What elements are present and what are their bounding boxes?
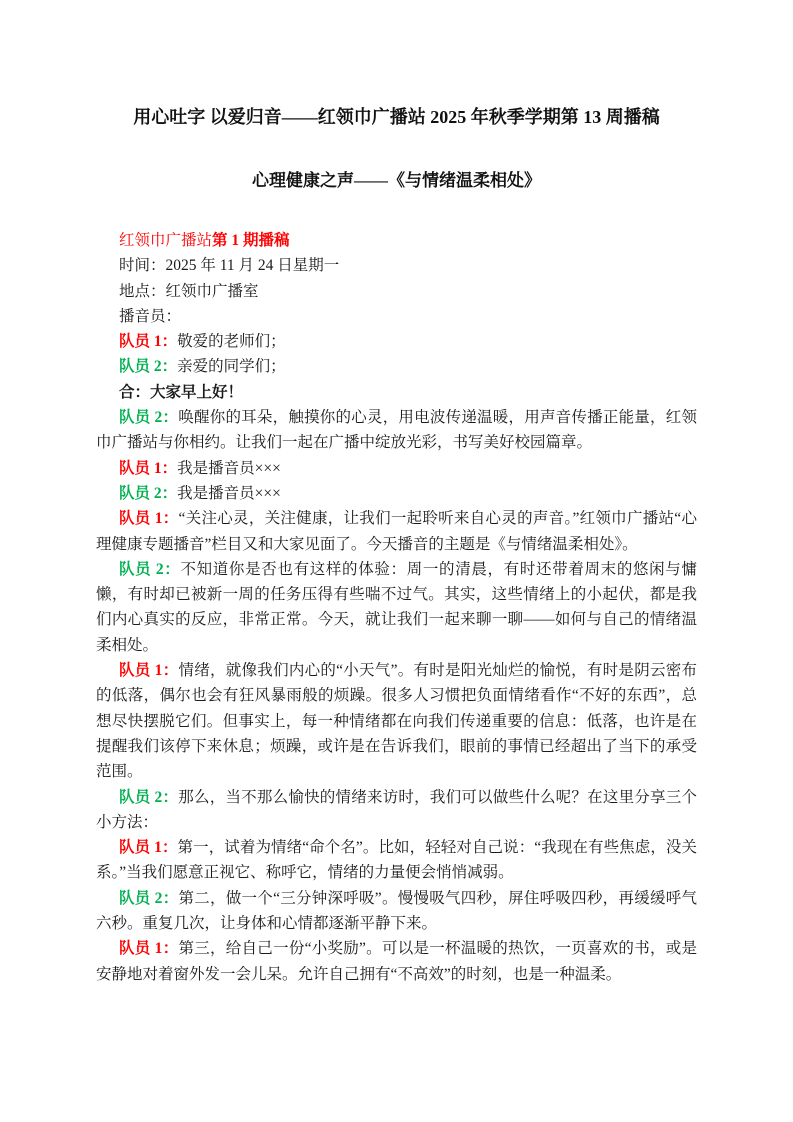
dialogue-line xyxy=(96,456,697,481)
speaker-label: 队员 1： xyxy=(119,510,179,528)
dialogue-line xyxy=(96,785,697,836)
speaker-label: 队员 2： xyxy=(119,889,179,907)
dialogue-line xyxy=(96,506,697,557)
dialogue-section xyxy=(96,329,697,987)
page-subtitle: 心理健康之声——《与情绪温柔相处》 xyxy=(252,171,541,190)
dialogue-line xyxy=(96,405,697,456)
speaker-label: 队员 2： xyxy=(119,358,178,376)
dialogue-text: 第一，试着为情绪“命个名”。比如，轻轻对自己说：“我现在有些焦虑，没关系。”当我们愿意正视它、称呼它，情绪的力量便会悄悄减弱。 xyxy=(96,839,697,882)
issue-header-line xyxy=(96,228,697,253)
speaker-label: 队员 1： xyxy=(119,662,179,680)
dialogue-line xyxy=(96,481,697,506)
dialogue-text: 第三，给自己一份“小奖励”。可以是一杯温暖的热饮，一页喜欢的书，或是安静地对着窗外发一会儿呆。允许自己拥有“不高效”的时刻，也是一种温柔。 xyxy=(96,940,697,983)
speaker-label: 队员 1： xyxy=(119,940,179,958)
speaker-label: 队员 2： xyxy=(119,484,178,502)
page-title: 用心吐字 以爱归音——红领巾广播站 2025 年秋季学期第 13 周播稿 xyxy=(133,107,660,127)
dialogue-line xyxy=(96,354,697,379)
dialogue-line xyxy=(96,658,697,784)
dialogue-text: 大家早上好！ xyxy=(150,383,244,401)
dialogue-text: 唤醒你的耳朵，触摸你的心灵，用电波传递温暖，用声音传播正能量，红领巾广播站与你相约。让我们一起在广播中绽放光彩，书写美好校园篇章。 xyxy=(96,409,697,452)
speaker-label: 队员 1： xyxy=(119,333,178,351)
dialogue-line xyxy=(96,835,697,886)
speaker-label: 合： xyxy=(119,383,151,401)
meta-line: 时间：2025 年 11 月 24 日星期一 xyxy=(119,257,340,275)
speaker-label: 队员 1： xyxy=(119,459,178,477)
dialogue-line xyxy=(96,557,697,658)
dialogue-line xyxy=(96,936,697,987)
station-name: 红领巾广播站 xyxy=(119,232,213,249)
issue-label: 第 1 期播稿 xyxy=(212,232,290,249)
dialogue-text: 我是播音员××× xyxy=(177,484,281,502)
dialogue-text: 情绪，就像我们内心的“小天气”。有时是阳光灿烂的愉悦，有时是阴云密布的低落，偶尔也会有狂风暴雨般的烦躁。很多人习惯把负面情绪看作“不好的东西”，总想尽快摆脱它们。但事实上，每一种情绪都在向我们传递重要的信息：低落，也许是在提醒我们该停下来休息；烦躁，或许是在告诉我们，眼前的事情已经超出了当下的承受范围。 xyxy=(96,662,697,781)
speaker-label: 队员 2： xyxy=(119,409,179,427)
speaker-label: 队员 2： xyxy=(119,560,181,578)
dialogue-text: 那么，当不那么愉快的情绪来访时，我们可以做些什么呢？在这里分享三个小方法： xyxy=(96,788,697,831)
dialogue-line xyxy=(96,380,697,405)
dialogue-text: “关注心灵，关注健康，让我们一起聆听来自心灵的声音。”红领巾广播站“心理健康专题播音”栏目又和大家见面了。今天播音的主题是《与情绪温柔相处》。 xyxy=(96,510,697,553)
dialogue-line xyxy=(96,886,697,937)
meta-line: 地点：红领巾广播室 xyxy=(119,282,259,300)
speaker-label: 队员 2： xyxy=(119,788,179,806)
dialogue-text: 亲爱的同学们； xyxy=(177,358,286,376)
document-body xyxy=(96,228,697,987)
meta-line: 播音员： xyxy=(119,307,182,325)
dialogue-text: 敬爱的老师们； xyxy=(177,333,286,351)
dialogue-text: 我是播音员××× xyxy=(177,459,281,477)
dialogue-text: 第二，做一个“三分钟深呼吸”。慢慢吸气四秒，屏住呼吸四秒，再缓缓呼气六秒。重复几次，让身体和心情都逐渐平静下来。 xyxy=(96,889,697,933)
meta-lines xyxy=(96,253,697,329)
dialogue-text: 不知道你是否也有这样的体验：周一的清晨，有时还带着周末的悠闲与慵懒，有时却已被新一周的任务压得有些喘不过气。其实，这些情绪上的小起伏，都是我们内心真实的反应，非常正常。今天，就让我们一起来聊一聊——如何与自己的情绪温柔相处。 xyxy=(96,560,697,654)
speaker-label: 队员 1： xyxy=(119,839,178,857)
dialogue-line xyxy=(96,329,697,354)
